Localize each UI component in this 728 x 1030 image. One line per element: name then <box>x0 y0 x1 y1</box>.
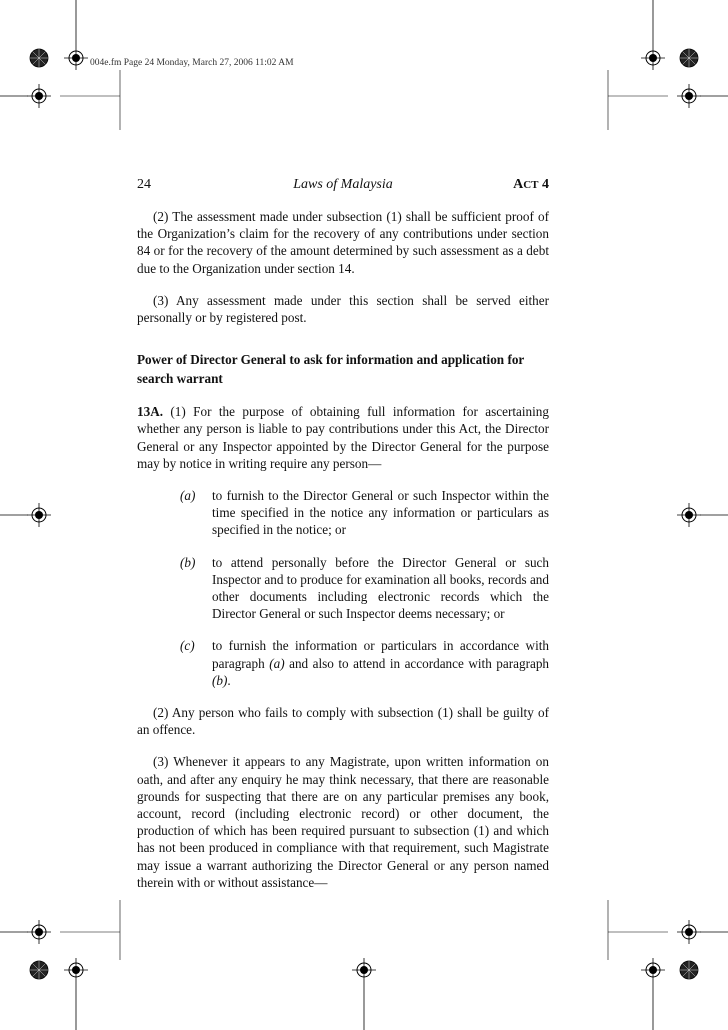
target-mark-icon <box>641 958 665 982</box>
item-text <box>212 637 549 689</box>
act-num: 4 <box>538 177 549 192</box>
paragraph-13a-subsection-2: (2) Any person who fails to comply with subsection (1) shall be guilty of an offence. <box>137 705 549 738</box>
target-mark-icon <box>27 84 51 108</box>
act-number <box>513 177 549 193</box>
item-label: (b) <box>180 554 196 570</box>
item-text: to attend personally before the Director General or such Inspector and to produce for examination all books, records and other documents including electronic records which the Director General or such Inspector deems necessary; or <box>212 554 549 622</box>
star-mark-icon <box>30 49 48 67</box>
running-head <box>137 177 549 197</box>
item-text: to furnish to the Director General or such Inspector within the time specified in the notice any information or particulars as specified in the notice; or <box>212 488 549 538</box>
publication-title: Laws of Malaysia <box>293 177 393 192</box>
star-mark-icon <box>680 49 698 67</box>
paragraph-ref-a: (a) <box>269 655 285 671</box>
section-13a-text: (1) For the purpose of obtaining full information for ascertaining whether any person is liable to pay contributions under this Act, the Director General or any Inspector appointed by the Director General for the purpose may by notice in writing require any person— <box>137 404 549 471</box>
target-mark-icon <box>27 503 51 527</box>
section-heading: Power of Director General to ask for information and application for search warrant <box>137 352 525 387</box>
item-text-part: and also to attend in accordance with paragraph <box>284 655 550 671</box>
paragraph-ref-b: (b) <box>212 672 228 688</box>
list-item-b <box>137 554 549 623</box>
list-item-a <box>137 487 549 539</box>
list-item-c <box>137 637 549 689</box>
act-small-caps: CT <box>523 179 539 191</box>
act-prefix: A <box>513 177 524 192</box>
item-text-part: to furnish the information or particulars in accordance with paragraph <box>212 638 549 671</box>
paragraph-subsection-2: (2) The assessment made under subsection (1) shall be sufficient proof of the Organization’s claim for the recovery of any contributions under section 84 or for the recovery of the amount determined by such assessment as a debt due to the Organization under section 14. <box>137 209 549 276</box>
target-mark-icon <box>641 46 665 70</box>
target-mark-icon <box>64 46 88 70</box>
paragraph-13a-subsection-3: (3) Whenever it appears to any Magistrate, upon written information on oath, and after any enquiry he may think necessary, that there are reasonable grounds for suspecting that there are on any particular premises any book, account, record (including electronic record) or other document, the production of which has been required pursuant to subsection (1) and which has not been produced in compliance with that requirement, such Magistrate may issue a warrant authorizing the Director General or any person named therein with or without assistance— <box>137 754 549 890</box>
page-number: 24 <box>137 177 151 192</box>
printer-slug: 004e.fm Page 24 Monday, March 27, 2006 11:02 AM <box>90 58 294 68</box>
section-label: 13A. <box>137 404 164 420</box>
star-mark-icon <box>30 961 48 979</box>
item-text-part: . <box>227 672 231 688</box>
section-13a-intro <box>137 403 549 472</box>
target-mark-icon <box>677 920 701 944</box>
target-mark-icon <box>352 958 376 982</box>
paragraph-subsection-3: (3) Any assessment made under this section shall be served either personally or by registered post. <box>137 292 549 326</box>
item-label: (a) <box>180 488 196 504</box>
target-mark-icon <box>27 920 51 944</box>
star-mark-icon <box>680 961 698 979</box>
target-mark-icon <box>64 958 88 982</box>
document-body <box>137 208 549 891</box>
item-label: (c) <box>180 638 195 654</box>
target-mark-icon <box>677 84 701 108</box>
target-mark-icon <box>677 503 701 527</box>
